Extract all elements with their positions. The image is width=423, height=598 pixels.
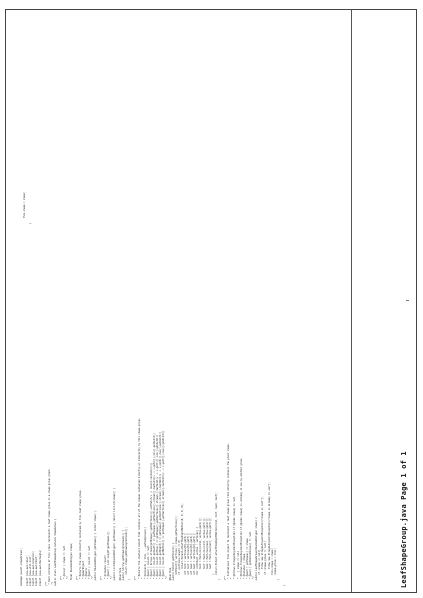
code-line: * @post | List.copyOf(getShapes()) xyxy=(106,531,110,586)
code-line: * @throws IllegalArgumentException if {@code shape} is null xyxy=(233,496,237,586)
code-line: import java.awt.Point; xyxy=(35,555,39,586)
code-line: package pucall.shapeGroups; xyxy=(20,548,23,586)
code-line: public LeafShapeGroup(RoundedPolygon shape) { xyxy=(255,517,259,586)
code-line: public RoundedPolygon getShape() { return shape; } xyxy=(94,510,98,586)
code-line: IntPoint[] vertices = shape.getVertices(); xyxy=(174,515,178,586)
code-line: throw new IllegalArgumentException("shape is already in use"); xyxy=(267,482,271,586)
code-line: for (IntPoint vertex : vertices) { xyxy=(196,527,200,586)
code-line: public class LeafShapeGroup extends ShapeGroup { xyxy=(54,518,58,586)
page-frame xyxy=(5,9,417,593)
code-line: this.shape = shape; xyxy=(23,191,27,224)
code-line: } xyxy=(282,584,286,586)
code-line: } xyxy=(29,222,33,224)
code-line: */ xyxy=(252,576,256,586)
code-line: /** xyxy=(60,576,64,586)
code-line: * @post | getShape() == shape xyxy=(245,538,249,586)
rotated-printout xyxy=(6,10,417,593)
code-line: if (shape == null) xyxy=(258,549,262,586)
code-line: final RoundedPolygon shape; xyxy=(69,542,73,586)
code-line: * @basic xyxy=(84,567,88,586)
code-line: minX = Math.min(minX, vertex.getX()); xyxy=(199,517,203,586)
code-line: * @invar | shape != null xyxy=(63,545,67,586)
code-line: * @post | result != null xyxy=(88,545,92,586)
code-line: } xyxy=(128,578,132,586)
code-line: * xyxy=(140,577,144,586)
code-line: import java.awt.Rectangle; xyxy=(38,549,42,586)
code-line: */ xyxy=(91,576,95,586)
code-line: * @post | result.getLeft() == getShape().getVertices().stream().mapToInt(v -> v.getX()).min().getAsInt() xyxy=(153,433,157,586)
code-line: * @post | result != null xyxy=(146,545,150,586)
code-line: return Extent.ofLeftTopRightBottom(minX, minY, maxX, maxY); xyxy=(214,492,218,586)
code-line: */ xyxy=(66,576,70,586)
code-line: @Override xyxy=(168,567,172,586)
code-line: minY = Math.min(minY, vertex.getY()); xyxy=(202,517,206,586)
code-line: /** xyxy=(100,576,104,586)
code-line: maxX = Math.max(maxX, vertex.getX()); xyxy=(205,517,209,586)
column-divider xyxy=(351,10,352,593)
code-line: */ xyxy=(165,576,169,586)
code-line: * @post | getParentGroup() == null xyxy=(248,531,252,586)
code-line: } xyxy=(218,578,221,586)
code-line: * @mutates | shape xyxy=(242,553,246,586)
code-line: /** xyxy=(75,576,79,586)
code-line: } xyxy=(211,573,215,586)
code-line: * @post | Arrays.stream(getShape().getVertices()).allMatch(v -> result.contains(v)) xyxy=(149,462,153,586)
code-line: * @throws IllegalArgumentException if {@code shape} is already in use by another group xyxy=(239,458,243,586)
code-line: */ xyxy=(109,576,113,586)
code-line: /** xyxy=(224,576,228,586)
code-line: * @post | result.getRight() == getShape().getVertices().stream().mapToInt(v -> v.getX()).max().getAsInt() xyxy=(159,431,163,586)
code-line: * @post | result.getTop() == getShape().getVertices().stream().mapToInt(v -> v.getY()).min().getAsInt() xyxy=(156,434,160,586)
code-line: /** xyxy=(44,581,48,586)
code-line: * @creates result xyxy=(103,555,107,586)
code-line: * Initializes this object to represent a leaf shape group that directly contains the given shape. xyxy=(227,443,231,586)
code-line: */ xyxy=(50,581,54,586)
code-column-right xyxy=(20,24,100,224)
code-line: * xyxy=(230,577,234,586)
code-line: this.shape = shape; xyxy=(270,548,274,586)
code-line: int minX = vertices[0].getX(); xyxy=(183,532,187,586)
code-line: } xyxy=(276,578,280,586)
code-line: if (shape.group != null) xyxy=(264,541,268,586)
code-line: * @peerObject xyxy=(81,560,85,586)
code-line: @Override xyxy=(119,567,122,586)
code-line: public Extent getExtent() { xyxy=(171,542,175,586)
page-title: LeafShapeGroup.java Page 1 of 1 xyxy=(400,451,408,588)
code-line: if (vertices.length == 0) xyxy=(177,539,181,586)
code-line: public String getDrawingCommands() { xyxy=(122,529,126,586)
code-line: throw new IllegalArgumentException("shape is null"); xyxy=(261,496,265,586)
code-line: public List<RoundedPolygon> getShapes() { return List.of(shape); } xyxy=(112,487,116,586)
code-line: import java.awt.Graphics; xyxy=(32,550,36,586)
margin-mark xyxy=(406,300,409,301)
code-line: shape.group = this; xyxy=(273,548,277,586)
code-line: int maxX = vertices[0].getX(); xyxy=(190,532,194,586)
code-line: int minY = vertices[0].getY(); xyxy=(187,532,191,586)
code-column-left xyxy=(20,226,415,586)
code-line: import java.util.List; xyxy=(29,555,33,586)
code-line: * @inspects | this, ...getSubgroups() xyxy=(143,527,147,586)
code-line: import java.awt.Color; xyxy=(26,555,30,586)
code-line: return Extent.ofLeftTopRightBottom(0, 0, 0, 0); xyxy=(180,503,184,586)
code-line: maxY = Math.max(maxY, vertex.getY()); xyxy=(208,517,212,586)
code-line: int maxY = vertices[0].getY(); xyxy=(193,532,197,586)
code-line: return shape.getDrawingCommands(); xyxy=(125,527,129,586)
code-line: * Each instance of this class represents a leaf shape group in a shape group graph. xyxy=(47,468,51,586)
code-line: * | shape == null xyxy=(236,550,240,586)
code-line: * Returns the smallest extent that contains all of the shapes contained directly or indirectly by this shape group. xyxy=(137,417,141,586)
code-line: * Returns the shape directly contained by this leaf shape group. xyxy=(78,489,82,586)
code-line: /** xyxy=(134,576,138,586)
code-line: * @post | result.getBottom() == getShape().getVertices().stream().mapToInt(v -> v.getY()).max().getAsInt() xyxy=(162,430,166,586)
